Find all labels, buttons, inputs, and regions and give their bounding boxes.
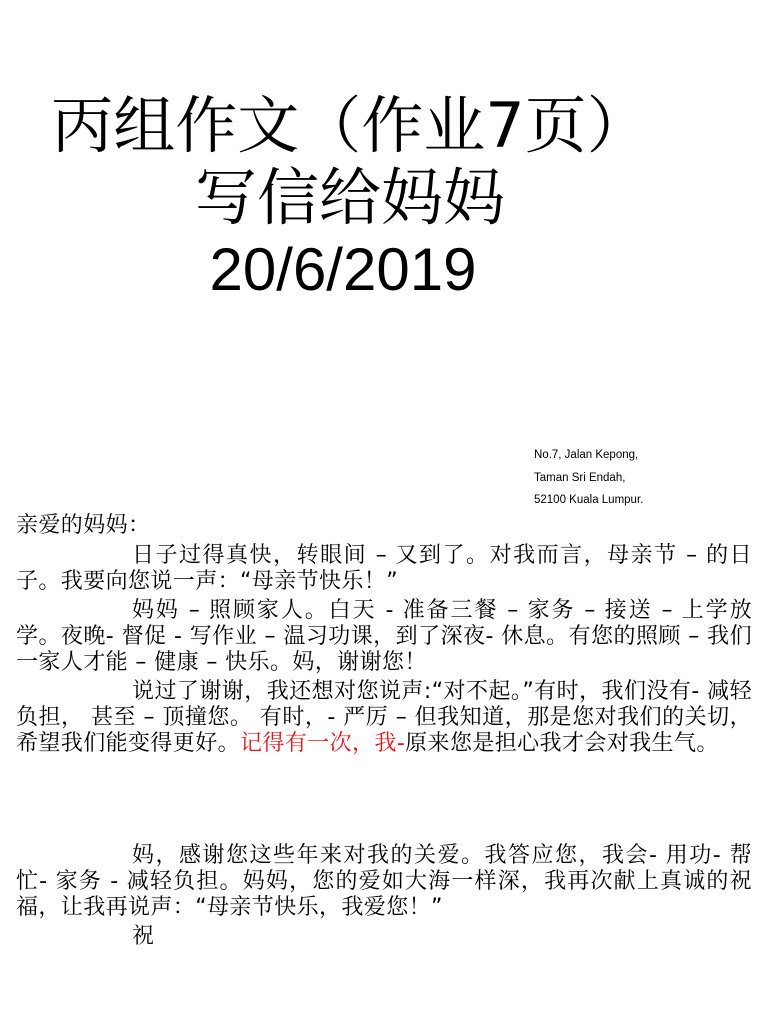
address-line: No.7, Jalan Kepong,	[534, 449, 639, 461]
paragraph-text: 原来您是担心我才会对我生气。	[405, 731, 719, 756]
page-subtitle: 写信给妈妈	[194, 161, 505, 234]
address-block	[534, 444, 643, 512]
letter-body	[16, 513, 752, 950]
highlighted-text: 记得有一次，我-	[240, 731, 406, 756]
letter-paragraph: 日子过得真快，转眼间 – 又到了。对我而言，母亲节 – 的日子。我要向您说一声：“母亲节快乐！”	[16, 543, 752, 594]
letter-paragraph: 妈，感谢您这些年来对我的关爱。我答应您，我会- 用功- 帮忙- 家务 - 减轻负担。妈妈，您的爱如大海一样深，我再次献上真诚的祝福，让我再说声：“母亲节快乐，我爱您！”	[16, 843, 752, 920]
title-date: 20/6/2019	[209, 236, 477, 303]
title-block	[0, 90, 700, 306]
address-line: 52100 Kuala Lumpur.	[534, 494, 644, 506]
address-line: Taman Sri Endah,	[534, 471, 626, 484]
paragraph-text: 说过了谢谢，我还想对您说声:“对不起。”有时，我们没有- 减轻负担， 甚至 – 顶撞您。 有时，- 严厉 – 但我知道，那是您对我们的关切，希望我们能变得更好。	[16, 679, 752, 756]
page-title: 丙组作文（作业7页）	[51, 89, 649, 162]
letter-paragraph: 妈妈 – 照顾家人。白天 - 准备三餐 – 家务 – 接送 – 上学放学。夜晚- 督促 - 写作业 – 温习功课，到了深夜- 休息。有您的照顾 – 我们一家人才能 – 健康 – 快乐。妈，谢谢您！	[16, 598, 752, 675]
letter-greeting: 亲爱的妈妈：	[16, 513, 151, 538]
letter-paragraph	[16, 679, 752, 757]
letter-closing: 祝	[132, 924, 155, 949]
